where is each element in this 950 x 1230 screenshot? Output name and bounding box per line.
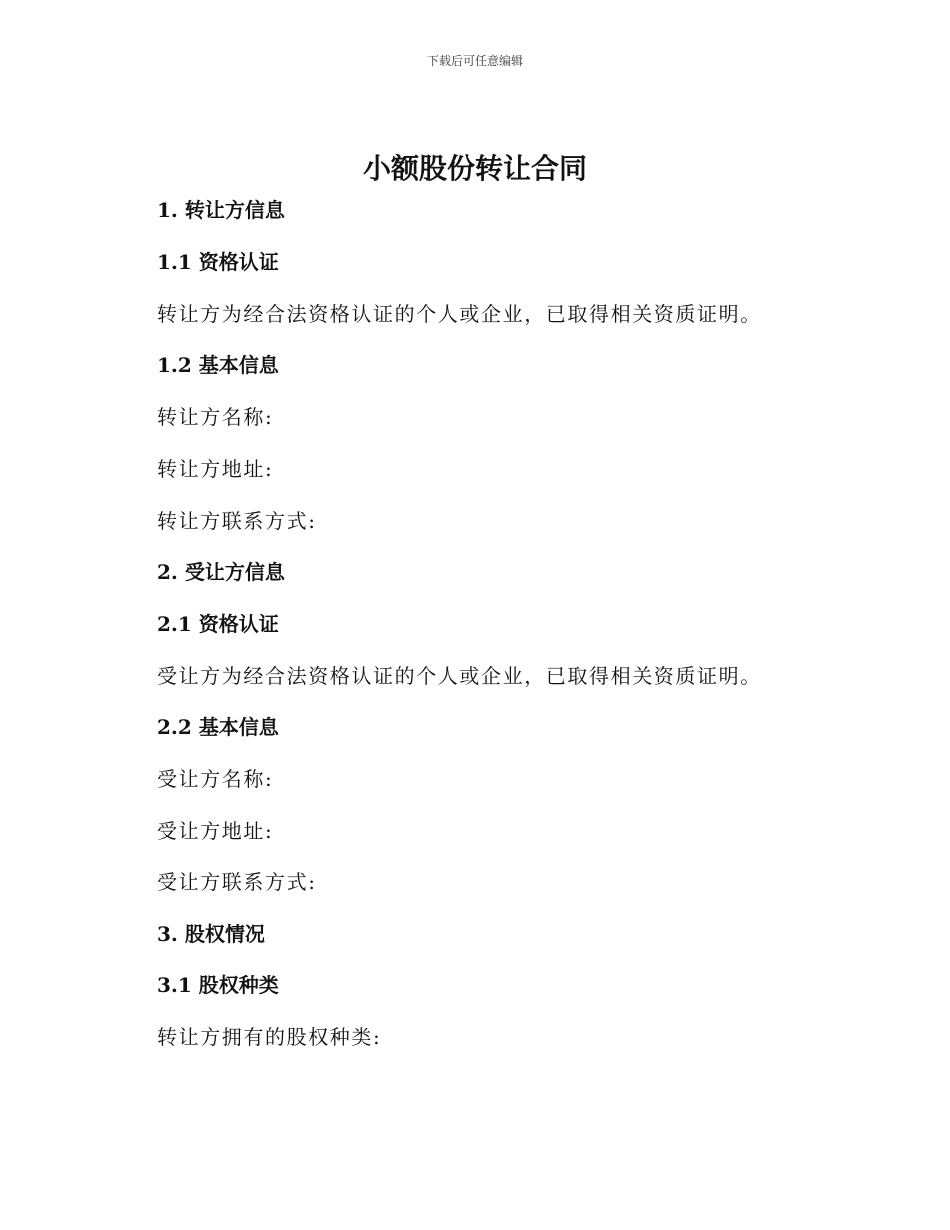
subsection-heading-3-1: 3.1 股权种类 [157,973,279,997]
document-title: 小额股份转让合同 [362,152,587,185]
subsection-heading-2-2: 2.2 基本信息 [157,715,279,739]
section-heading-1: 1. 转让方信息 [157,198,285,222]
subsection-heading-1-2: 1.2 基本信息 [157,353,279,377]
section-heading-2: 2. 受让方信息 [157,560,285,584]
field-transferee-contact: 受让方联系方式: [157,870,317,894]
field-transferor-name: 转让方名称: [157,405,274,429]
field-transferee-address: 受让方地址: [157,819,274,843]
field-equity-type: 转让方拥有的股权种类: [157,1025,382,1049]
subsection-heading-1-1: 1.1 资格认证 [157,250,279,274]
paragraph-transferor-qualification: 转让方为经合法资格认证的个人或企业，已取得相关资质证明。 [157,302,762,326]
page-header-note: 下载后可任意编辑 [426,54,523,68]
field-transferor-address: 转让方地址: [157,457,274,481]
subsection-heading-2-1: 2.1 资格认证 [157,612,279,636]
paragraph-transferee-qualification: 受让方为经合法资格认证的个人或企业，已取得相关资质证明。 [157,664,762,688]
field-transferor-contact: 转让方联系方式: [157,509,317,533]
section-heading-3: 3. 股权情况 [157,922,265,946]
field-transferee-name: 受让方名称: [157,767,274,791]
